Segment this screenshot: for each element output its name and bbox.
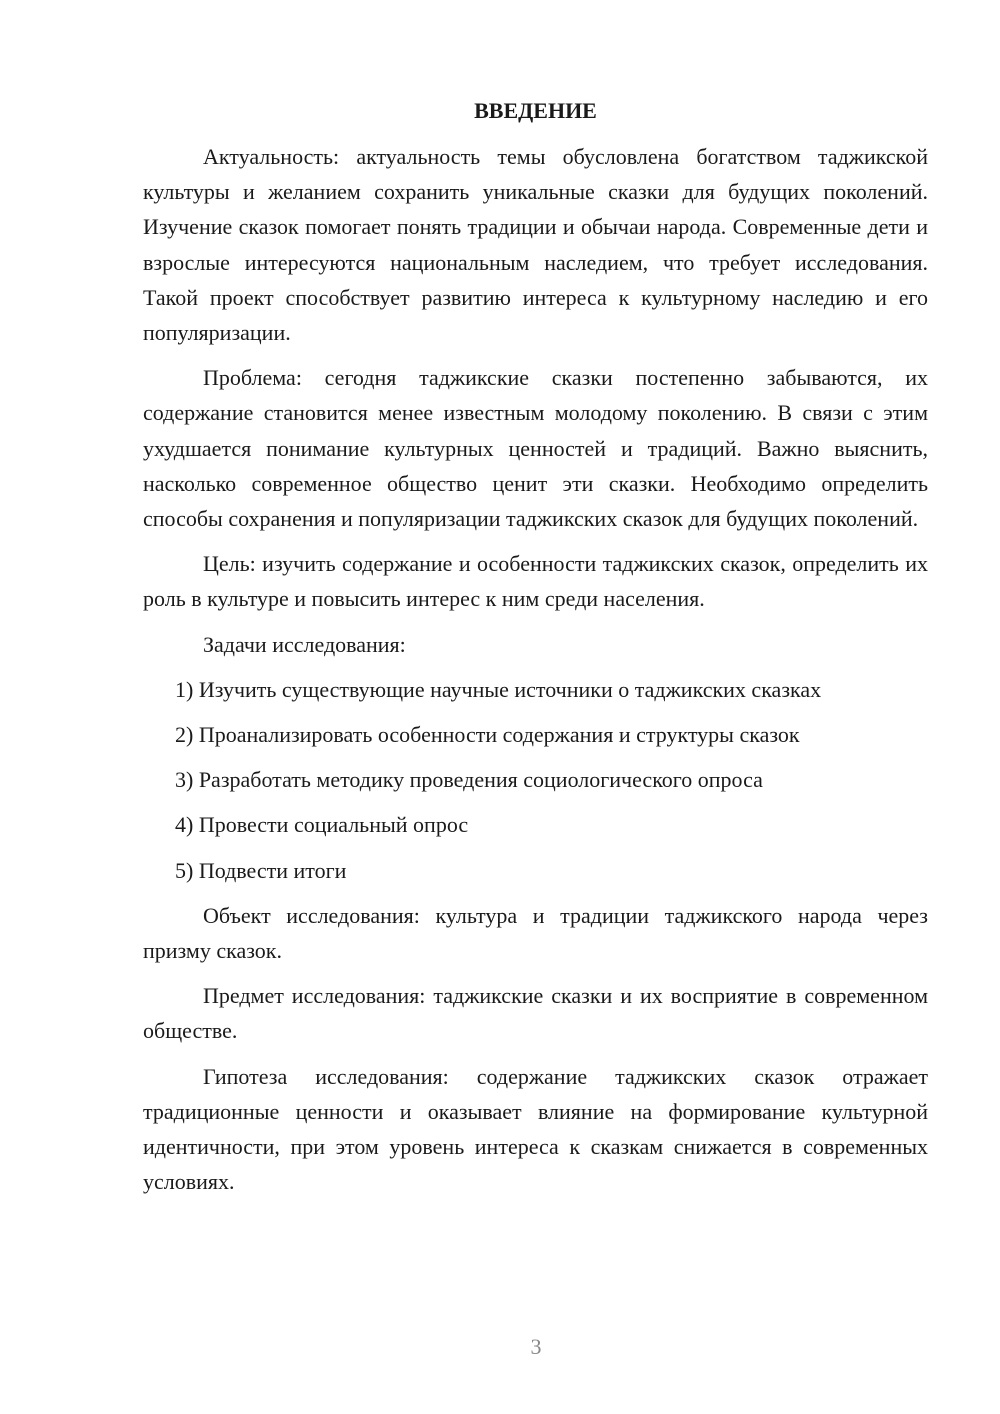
object-paragraph: Объект исследования: культура и традиции таджикского народа через призму сказок. (143, 902, 928, 964)
tasks-heading: Задачи исследования: (203, 631, 406, 657)
task-item: 3) Разработать методику проведения социологического опроса (175, 767, 763, 793)
problem-paragraph: Проблема: сегодня таджикские сказки постепенно забываются, их содержание становится менее известным молодому поколению. В связи с этим ухудшается понимание культурных ценностей и традиций. Важно выяснить, насколько современное общество ценит эти сказки. Необходимо определить способы сохранения и популяризации таджикских сказок для будущих поколений. (143, 365, 928, 532)
page-number: 3 (530, 1334, 542, 1359)
task-item: 2) Проанализировать особенности содержания и структуры сказок (175, 722, 800, 748)
goal-paragraph: Цель: изучить содержание и особенности таджикских сказок, определить их роль в культуре и повысить интерес к ним среди населения. (143, 551, 928, 612)
task-item: 1) Изучить существующие научные источники о таджикских сказках (175, 676, 822, 702)
relevance-paragraph: Актуальность: актуальность темы обусловлена богатством таджикской культуры и желанием сохранить уникальные сказки для будущих поколений. Изучение сказок помогает понять традиции и обычаи народа. Современные дети и взрослые интересуются национальным наследием, что требует исследования. Такой проект способствует развитию интереса к культурному наследию и его популяризации. (143, 144, 928, 346)
page-content (143, 95, 928, 1199)
hypothesis-paragraph: Гипотеза исследования: содержание таджикских сказок отражает традиционные ценности и оказывает влияние на формирование культурной идентичности, при этом уровень интереса к сказкам снижается в современных условиях. (143, 1063, 928, 1195)
task-item: 5) Подвести итоги (175, 857, 347, 883)
task-item: 4) Провести социальный опрос (175, 812, 469, 838)
task-list (143, 672, 928, 888)
subject-paragraph: Предмет исследования: таджикские сказки и их восприятие в современном обществе. (143, 983, 928, 1044)
page-title: ВВЕДЕНИЕ (474, 98, 597, 123)
